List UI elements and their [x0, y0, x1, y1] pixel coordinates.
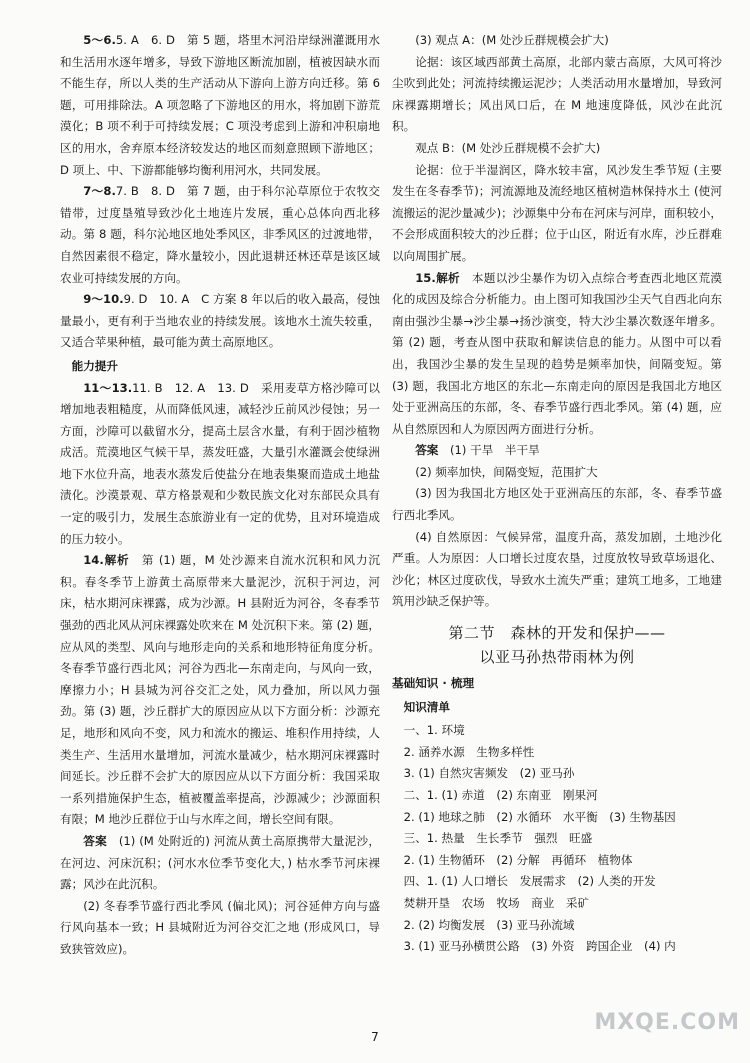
- list-item: 焚耕开垦 农场 牧场 商业 采矿: [403, 895, 590, 910]
- viewpoint-b: 观点 B：(M 处沙丘群规模不会扩大): [415, 140, 601, 155]
- page-number: 7: [371, 1030, 379, 1044]
- list-item: 三、1. 热量 生长季节 强烈 旺盛: [403, 831, 593, 846]
- knowledge-list-heading: 知识清单: [403, 699, 450, 714]
- ability-heading: 能力提升: [71, 358, 118, 373]
- answer-15-answer-4: (4) 自然原因：气候异常，温度升高，蒸发加剧，土地沙化严重。人为原因：人口增长过度农垦，过度放牧导致草场退化、沙化；林区过度砍伐，导致水土流失严重；建筑工地多，工地建筑用沙缺乏保护等。: [392, 529, 722, 609]
- list-item: 2. 涵养水源 生物多样性: [403, 744, 535, 759]
- answer-15-analysis: 15.解析 本题以沙尘暴作为切入点综合考查西北地区荒漠化的成因及综合分析能力。由上图可知我国沙尘天气自西北向东南由强沙尘暴→沙尘暴→扬沙演变，特大沙尘暴次数逐年增多。第 (2) 题，考查从图中获取和解读信息的能力。从图中可以看出，我国沙尘暴的发生呈现的趋势是频率加快，间隔变短。第 (3) 题，我国北方地区的东北—东南走向的原因是我国北方地区处于亚洲高压的东部，冬、春季节盛行西北季风。第 (4) 题，应从自然原因和人为原因两方面进行分析。: [392, 270, 722, 436]
- basic-knowledge-heading: 基础知识 · 梳理: [392, 676, 475, 691]
- answer-7-8: 7～8.7. B 8. D 第 7 题，由于科尔沁草原位于农牧交错带，过度垦殖导致沙化土地连片发展，重心总体向西北移动。第 8 题，科尔沁地区地处季风区，非季风区的过渡地带，自然因素很不稳定，降水量较小，因此退耕还林还草是该区域农业可持续发展的方向。: [60, 184, 380, 285]
- answer-15-answer-2: (2) 频率加快，间隔变短，范围扩大: [415, 464, 598, 479]
- viewpoint-a: (3) 观点 A：(M 处沙丘群规模会扩大): [415, 33, 609, 47]
- answer-15-answer-3: (3) 因为我国北方地区处于亚洲高压的东部，冬、春季节盛行西北季风。: [392, 486, 722, 523]
- list-item: 3. (1) 自然灾害频发 (2) 亚马孙: [403, 766, 575, 781]
- section-title: 第二节 森林的开发和保护—— 以亚马孙热带雨林为例: [448, 624, 666, 667]
- answer-5-6: 5～6.5. A 6. D 第 5 题，塔里木河沿岸绿洲灌溉用水和生活用水逐年增多，导致下游地区断流加剧，植被因缺水而不能生存，所以人类的生产活动从下游向上游方向迁移。第 6 题，可用排除法。A 项忽略了下游地区的用水，将加剧下游荒漠化；B 项不利于可持续发展；C 项没考虑到上游和冲积扇地区的用水，舍弃原本经济较发达的地区而刻意照顾下游地区；D 项上、中、下游都能够均衡利用河水，共同发展。: [60, 33, 380, 177]
- watermark-logo: MXQE.COM: [594, 1010, 740, 1035]
- list-item: 二、1. (1) 赤道 (2) 东南亚 刚果河: [403, 788, 598, 802]
- right-column: [392, 30, 722, 958]
- answer-9-10: 9～10.9. D 10. A C 方案 8 年以后的收入最高，侵蚀量最小，更有利于当地农业的持续发展。该地水土流失较重，又适合苹果种植，最可能为黄土高原地区。: [60, 292, 380, 350]
- list-item: 2. (1) 生物循环 (2) 分解 再循环 植物体: [403, 852, 633, 867]
- list-item: 一、1. 环境: [403, 723, 465, 738]
- list-item: 2. (2) 均衡发展 (3) 亚马孙流域: [403, 917, 575, 932]
- list-item: 3. (1) 亚马孙横贯公路 (3) 外资 跨国企业 (4) 内: [403, 939, 676, 954]
- answer-15-answer-1: 答案 (1) 干旱 半干旱: [415, 443, 540, 458]
- left-column: [60, 30, 380, 961]
- answer-14-answer-1: 答案 (1) (M 处附近的) 河流从黄土高原携带大量泥沙，在河边、河床沉积；(河水水位季节变化大，) 枯水季节河床裸露；风沙在此沉积。: [60, 833, 380, 892]
- knowledge-list: [392, 720, 722, 958]
- answer-11-13: 11～13.11. B 12. A 13. D 采用麦草方格沙障可以增加地表粗糙度，从而降低风速，减轻沙丘前风沙侵蚀；另一方面，沙障可以截留水分，提高土层含水量，有利于固沙植物成活。荒漠地区气候干旱，蒸发旺盛，大量引水灌溉会使绿洲地下水位升高，地表水蒸发后使盐分在地表集聚而造成土地盐渍化。沙漠景观、草方格景观和少数民族文化对东部民众具有一定的吸引力，发展生态旅游业有一定的优势，且对环境造成的压力较小。: [60, 380, 380, 546]
- evidence-b: 论据：位于半湿润区，降水较丰富，风沙发生季节短 (主要发生在冬春季节)；河流源地及流经地区植树造林保持水土 (使河流搬运的泥沙量减少)；沙源集中分布在河床与河岸，面积较小，不会形成面积较大的沙丘群；位于山区，附近有水库，沙丘群难以向周围扩展。: [392, 162, 722, 263]
- list-item: 2. (1) 地球之肺 (2) 水循环 水平衡 (3) 生物基因: [403, 809, 676, 824]
- answer-14-analysis: 14.解析 第 (1) 题，M 处沙源来自流水沉积和风力沉积。春冬季节上游黄土高原带来大量泥沙，沉积于河边，河床，枯水期河床裸露，成为沙源。H 县附近为河谷，冬春季节强劲的西北风从河床裸露处吹来在 M 处沉积下来。第 (2) 题，应从风的类型、风向与地形走向的关系和地形特征角度分析。冬春季节盛行西北风；河谷为西北—东南走向，与风向一致，摩擦力小；H 县城为河谷交汇之处，风力叠加，所以风力强劲。第 (3) 题，沙丘群扩大的原因应从以下方面分析：沙源充足，地形和风向不变，风力和流水的搬运、堆积作用持续，人类生产、生活用水量增加，河流水量减少，枯水期河床裸露时间延长。沙丘群不会扩大的原因应从以下方面分析：我国采取一系列措施保护生态，植被覆盖率提高，沙源减少；沙源面积有限；M 地沙丘群位于山与水库之间，增长空间有限。: [60, 553, 380, 827]
- answer-14-answer-2: (2) 冬春季节盛行西北季风 (偏北风)；河谷延伸方向与盛行风向基本一致；H 县城附近为河谷交汇之地 (形成风口，导致狭管效应)。: [60, 898, 380, 956]
- list-item: 四、1. (1) 人口增长 发展需求 (2) 人类的开发: [403, 874, 656, 889]
- evidence-a: 论据：该区域西部黄土高原，北部内蒙古高原，大风可将沙尘吹到此处；河流持续搬运泥沙；人类活动用水量增加，导致河床裸露期增长；风出风口后，在 M 地速度降低，风沙在此沉积。: [392, 54, 722, 134]
